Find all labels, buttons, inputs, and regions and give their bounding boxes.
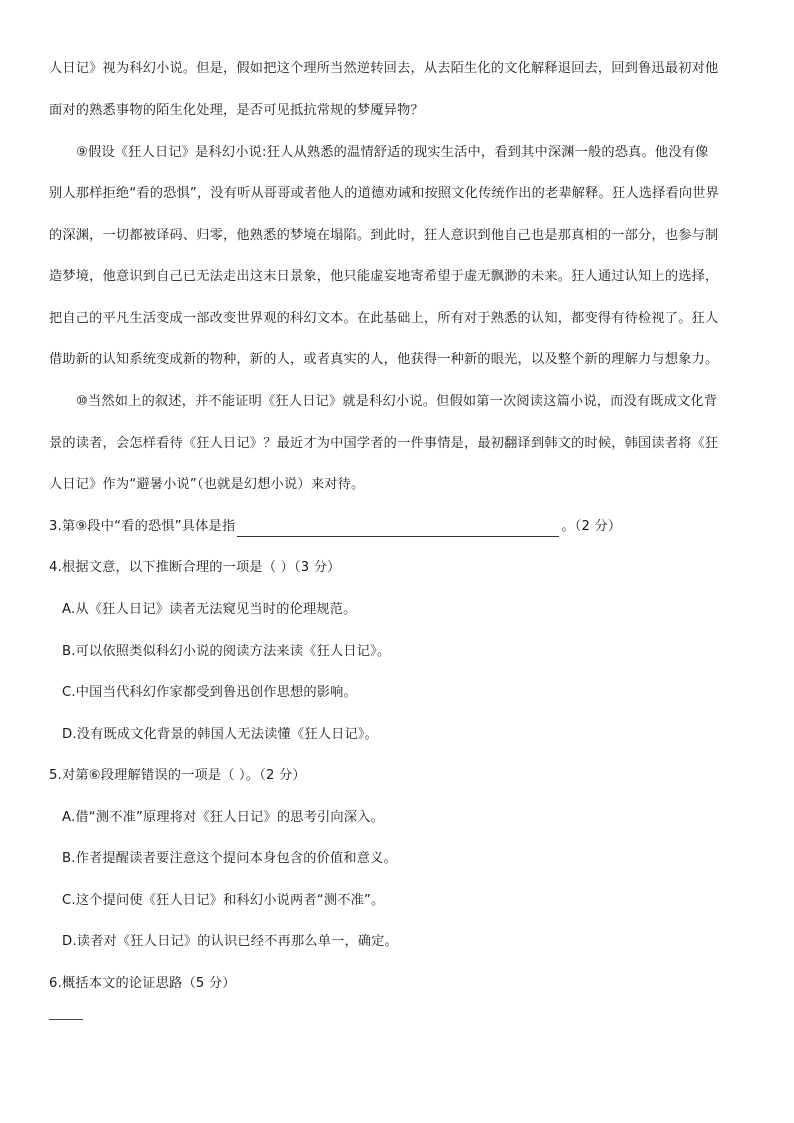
question-5-stem: 5.对第⑥段理解错误的一项是（ ）。（2 分） — [49, 768, 306, 783]
question-3-score: 。（2 分） — [561, 519, 622, 534]
question-5-option-a: A.借“测不准”原理将对《狂人日记》的思考引向深入。 — [62, 810, 384, 825]
passage-line: 别人那样拒绝“看的恐惧”，没有听从哥哥或者他人的道德劝诫和按照文化传统作出的老辈解释。狂人选择看向世界 — [49, 186, 720, 201]
question-3 — [49, 517, 754, 537]
question-4-option-d: D.没有既成文化背景的韩国人无法读懂《狂人日记》。 — [62, 727, 379, 742]
passage-line: ⑨假设《狂人日记》是科幻小说:狂人从熟悉的温情舒适的现实生活中，看到其中深渊一般的恐真。他没有像 — [76, 145, 709, 160]
question-4-option-b: B.可以依照类似科幻小说的阅读方法来读《狂人日记》。 — [62, 644, 391, 659]
passage-line: 人日记》作为“避暑小说”（也就是幻想小说）来对待。 — [49, 477, 365, 492]
passage-line: 造梦境，他意识到自己已无法走出这末日景象，他只能虚妄地寄希望于虚无飘渺的未来。狂人通过认知上的选择， — [49, 269, 719, 284]
passage-line: 把自己的平凡生活变成一部改变世界观的科幻文本。在此基础上，所有对于熟悉的认知，都变得有待检视了。狂人 — [49, 311, 719, 326]
question-4-stem: 4.根据文意，以下推断合理的一项是（ ）（3 分） — [49, 560, 341, 575]
question-4-option-c: C.中国当代科幻作家都受到鲁迅创作思想的影响。 — [62, 685, 357, 700]
question-5-option-c: C.这个提问使《狂人日记》和科幻小说两者“测不准”。 — [62, 893, 385, 908]
answer-line[interactable] — [49, 1019, 83, 1020]
passage-line: 景的读者，会怎样看待《狂人日记》？最近才为中国学者的一件事情是，最初翻译到韩文的时候，韩国读者将《狂 — [49, 436, 719, 451]
passage-line: 人日记》视为科幻小说。但是，假如把这个理所当然逆转回去，从去陌生化的文化解释退回去，回到鲁迅最初对他 — [49, 61, 719, 76]
question-4-option-a: A.从《狂人日记》读者无法窥见当时的伦理规范。 — [62, 602, 357, 617]
passage-line: ⑩当然如上的叙述，并不能证明《狂人日记》就是科幻小说。但假如第一次阅读这篇小说，而没有既成文化背 — [76, 394, 718, 409]
passage-line: 的深渊，一切都被译码、归零，他熟悉的梦境在塌陷。到此时，狂人意识到他自己也是那真相的一部分，也参与制 — [49, 228, 719, 243]
passage-line: 借助新的认知系统变成新的物种，新的人，或者真实的人，他获得一种新的眼光，以及整个新的理解力与想象力。 — [49, 352, 719, 367]
question-5-option-b: B.作者提醒读者要注意这个提问本身包含的价值和意义。 — [62, 851, 397, 866]
question-3-text: 3.第⑨段中“看的恐惧”具体是指 — [49, 519, 236, 534]
passage-line: 面对的熟悉事物的陌生化处理，是否可见抵抗常规的梦魇异物？ — [49, 103, 424, 118]
answer-blank[interactable] — [237, 522, 559, 537]
question-5-option-d: D.读者对《狂人日记》的认识已经不再那么单一，确定。 — [62, 934, 399, 949]
question-6-stem: 6.概括本文的论证思路（5 分） — [49, 976, 236, 991]
